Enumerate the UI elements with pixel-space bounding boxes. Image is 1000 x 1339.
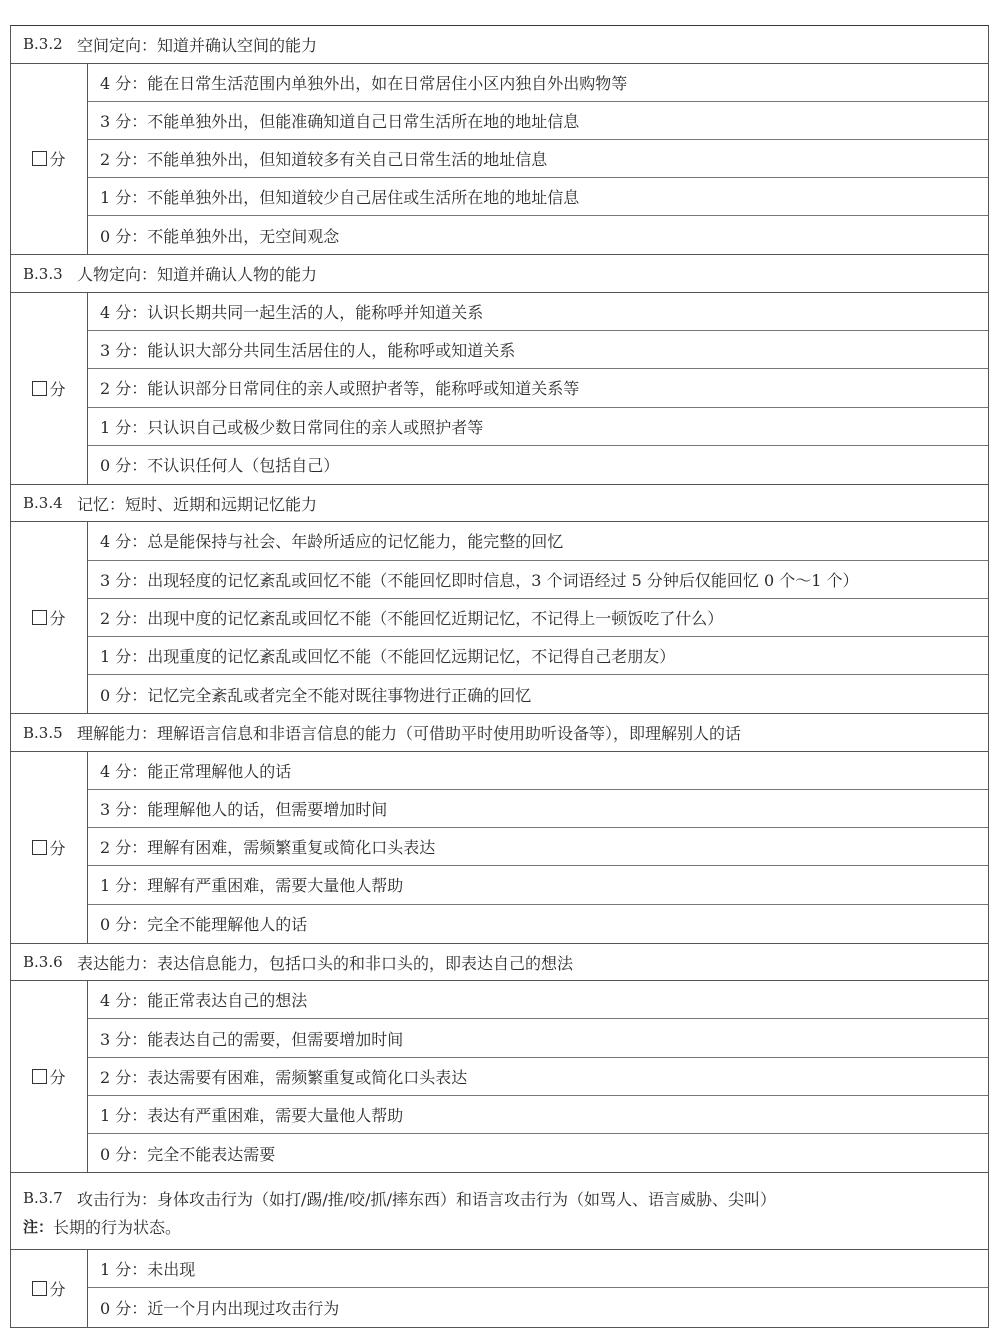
section-code: B.3.3: [23, 264, 63, 283]
score-option: 2 分：出现中度的记忆紊乱或回忆不能（不能回忆近期记忆，不记得上一顿饭吃了什么）: [88, 599, 988, 637]
section-header: [11, 255, 988, 293]
score-label: 分: [49, 150, 66, 170]
checkbox-icon[interactable]: [32, 381, 47, 396]
score-group: [11, 293, 988, 485]
score-label: 分: [49, 379, 66, 399]
score-option: 2 分：表达需要有困难，需频繁重复或简化口头表达: [88, 1058, 988, 1096]
score-group: [11, 64, 988, 256]
score-option: 3 分：不能单独外出，但能准确知道自己日常生活所在地的地址信息: [88, 102, 988, 140]
section-title: 人物定向：知道并确认人物的能力: [77, 265, 318, 285]
score-option: 2 分：理解有困难，需频繁重复或简化口头表达: [88, 828, 988, 866]
score-option: 1 分：出现重度的记忆紊乱或回忆不能（不能回忆远期记忆，不记得自己老朋友）: [88, 637, 988, 675]
section-header: [11, 26, 988, 64]
section-title: 空间定向：知道并确认空间的能力: [77, 35, 318, 55]
score-option: 1 分：只认识自己或极少数日常同住的亲人或照护者等: [88, 408, 988, 446]
checkbox-icon[interactable]: [32, 610, 47, 625]
score-group: [11, 522, 988, 714]
score-label: 分: [49, 1279, 66, 1299]
score-option: 3 分：能理解他人的话，但需要增加时间: [88, 790, 988, 828]
section-header: [11, 714, 988, 752]
score-option: 1 分：表达有严重困难，需要大量他人帮助: [88, 1096, 988, 1134]
score-option: 4 分：能正常理解他人的话: [88, 752, 988, 790]
score-field[interactable]: [11, 64, 88, 255]
score-option: 0 分：完全不能理解他人的话: [100, 915, 308, 935]
score-label: 分: [49, 838, 66, 858]
assessment-table: [10, 25, 989, 1328]
section-code: B.3.6: [23, 953, 63, 971]
section-code: B.3.5: [23, 723, 63, 742]
score-option: 0 分：不能单独外出，无空间观念: [100, 226, 340, 246]
checkbox-icon[interactable]: [32, 1069, 47, 1084]
checkbox-icon[interactable]: [32, 840, 47, 855]
section-code: B.3.7: [23, 1189, 63, 1208]
score-option: 3 分：能认识大部分共同生活居住的人，能称呼或知道关系: [88, 331, 988, 369]
score-option: 1 分：理解有严重困难，需要大量他人帮助: [88, 866, 988, 904]
note-label: 注：: [23, 1217, 54, 1236]
section-title: 攻击行为：身体攻击行为（如打/踢/推/咬/抓/摔东西）和语言攻击行为（如骂人、语言威胁、尖叫）: [77, 1189, 776, 1209]
score-option: 1 分：不能单独外出，但知道较少自己居住或生活所在地的地址信息: [88, 178, 988, 216]
score-option: 4 分：总是能保持与社会、年龄所适应的记忆能力，能完整的回忆: [88, 522, 988, 560]
section-title: 理解能力：理解语言信息和非语言信息的能力（可借助平时使用助听设备等），即理解别人的话: [77, 724, 742, 744]
section-header: [11, 944, 988, 982]
checkbox-icon[interactable]: [32, 151, 47, 166]
section-header: [11, 485, 988, 523]
score-option: 1 分：未出现: [88, 1250, 988, 1288]
section-title: 记忆：短时、近期和远期记忆能力: [77, 494, 318, 514]
section-header: [11, 1173, 988, 1250]
score-option: 0 分：完全不能表达需要: [100, 1144, 276, 1164]
score-field[interactable]: [11, 293, 88, 484]
score-label: 分: [49, 1068, 66, 1088]
section-code: B.3.2: [23, 35, 63, 54]
score-label: 分: [49, 609, 66, 629]
score-option: 0 分：不认识任何人（包括自己）: [100, 456, 340, 476]
score-option: 3 分：能表达自己的需要，但需要增加时间: [88, 1019, 988, 1057]
checkbox-icon[interactable]: [32, 1281, 47, 1296]
score-option: 2 分：能认识部分日常同住的亲人或照护者等，能称呼或知道关系等: [88, 369, 988, 407]
score-group: [11, 752, 988, 944]
score-option: 4 分：能正常表达自己的想法: [88, 981, 988, 1019]
section-code: B.3.4: [23, 494, 63, 513]
score-group: [11, 981, 988, 1173]
score-option: 2 分：不能单独外出，但知道较多有关自己日常生活的地址信息: [88, 140, 988, 178]
score-option: 4 分：能在日常生活范围内单独外出，如在日常居住小区内独自外出购物等: [88, 64, 988, 102]
score-field[interactable]: [11, 981, 88, 1172]
score-field[interactable]: [11, 752, 88, 943]
score-option: 0 分：记忆完全紊乱或者完全不能对既往事物进行正确的回忆: [100, 685, 532, 705]
score-group: [11, 1250, 988, 1327]
section-note: [11, 1213, 181, 1239]
score-option: 3 分：出现轻度的记忆紊乱或回忆不能（不能回忆即时信息，3 个词语经过 5 分钟后仅能回忆 0 个～1 个）: [88, 561, 988, 599]
note-text: 长期的行为状态。: [53, 1217, 182, 1237]
score-field[interactable]: [11, 522, 88, 713]
section-title: 表达能力：表达信息能力，包括口头的和非口头的，即表达自己的想法: [77, 953, 574, 973]
score-field[interactable]: [11, 1250, 88, 1326]
score-option: 0 分：近一个月内出现过攻击行为: [100, 1298, 340, 1318]
score-option: 4 分：认识长期共同一起生活的人，能称呼并知道关系: [88, 293, 988, 331]
